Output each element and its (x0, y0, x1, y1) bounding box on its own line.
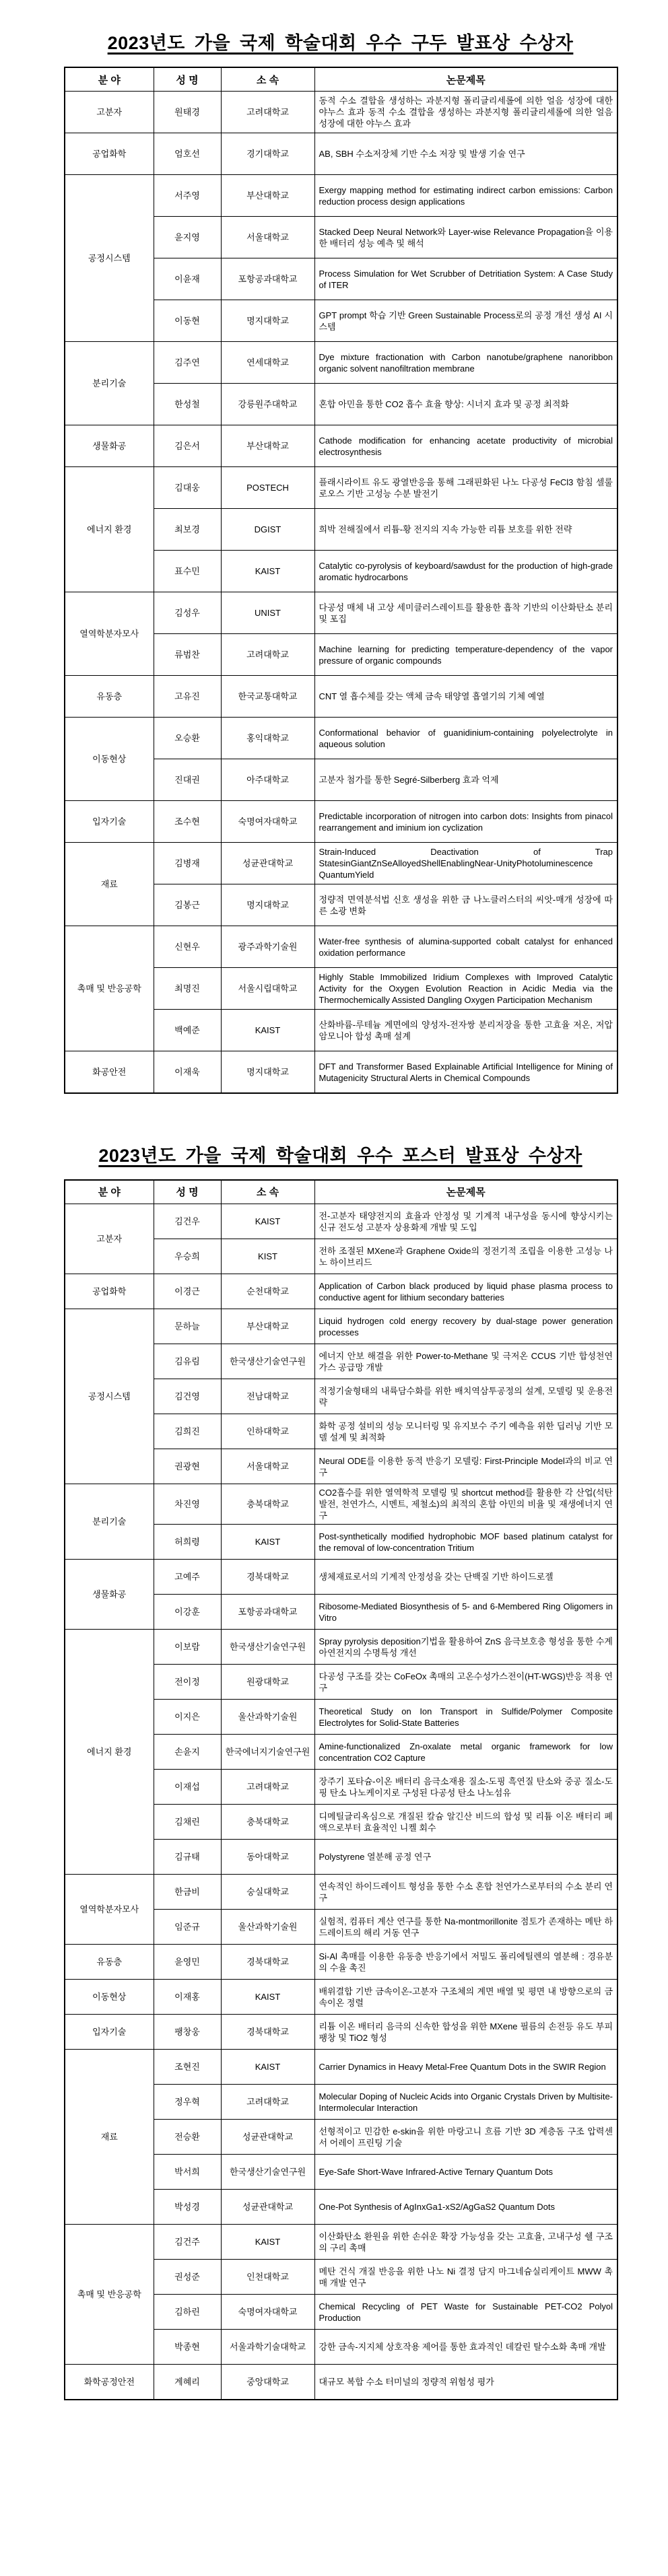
table-row (65, 133, 617, 175)
paper-title-cell: 고분자 첨가를 통한 Segré-Silberberg 효과 억제 (314, 759, 617, 801)
field-cell: 촉매 및 반응공학 (65, 2225, 154, 2365)
table-row (65, 467, 617, 509)
affiliation-cell: UNIST (221, 592, 314, 634)
field-cell: 공정시스템 (65, 1309, 154, 1484)
affiliation-cell: 한국교통대학교 (221, 676, 314, 718)
table-row (65, 1630, 617, 1665)
paper-title-cell: 대규모 복합 수소 터미널의 정량적 위험성 평가 (314, 2365, 617, 2400)
name-cell: 신현우 (154, 926, 221, 968)
name-cell: 박서희 (154, 2155, 221, 2190)
paper-title-cell: Carrier Dynamics in Heavy Metal-Free Quantum Dots in the SWIR Region (314, 2050, 617, 2085)
name-cell: 김건영 (154, 1379, 221, 1414)
field-cell: 분리기술 (65, 1484, 154, 1560)
affiliation-cell: KIST (221, 1239, 314, 1274)
table-row (65, 592, 617, 634)
name-cell: 박종현 (154, 2330, 221, 2365)
name-cell: 김은서 (154, 425, 221, 467)
paper-title-cell: Liquid hydrogen cold energy recovery by dual-stage power generation processes (314, 1309, 617, 1344)
affiliation-cell: 고려대학교 (221, 634, 314, 676)
paper-title-cell: 연속적인 하이드레이트 형성을 통한 수소 혼합 천연가스로부터의 수소 분리 연구 (314, 1875, 617, 1910)
name-cell: 손윤지 (154, 1735, 221, 1770)
affiliation-cell: 한국에너지기술연구원 (221, 1735, 314, 1770)
paper-title-cell: Highly Stable Immobilized Iridium Complexes with Improved Catalytic Activity for the Oxygen Evolution Reaction in Acidic Media via the Thermochemically Assisted Dangling Oxygen Participation Mechanism (314, 968, 617, 1010)
affiliation-cell: 부산대학교 (221, 1309, 314, 1344)
oral-award-title: 2023년도 가을 국제 학술대회 우수 구두 발표상 수상자 (107, 33, 574, 53)
paper-title-cell: Molecular Doping of Nucleic Acids into Organic Crystals Driven by Multisite-Intermolecular Interaction (314, 2085, 617, 2120)
name-cell: 정우혁 (154, 2085, 221, 2120)
name-cell: 임준규 (154, 1910, 221, 1945)
affiliation-cell: 경북대학교 (221, 1945, 314, 1980)
name-cell: 김주연 (154, 342, 221, 384)
table-row (65, 2015, 617, 2050)
column-header-affiliation: 소 속 (221, 67, 314, 92)
table-row (65, 1309, 617, 1344)
header-row (65, 1180, 617, 1204)
affiliation-cell: 연세대학교 (221, 342, 314, 384)
affiliation-cell: 서울과학기술대학교 (221, 2330, 314, 2365)
paper-title-cell: 선형적이고 민감한 e-skin을 위한 마랑고니 흐름 기반 3D 계층돔 구조 압력센서 어레이 프린팅 기술 (314, 2120, 617, 2155)
poster-awards-table (64, 1179, 618, 2400)
name-cell: 전승환 (154, 2120, 221, 2155)
table-row (65, 425, 617, 467)
paper-title-cell: 실험적, 컴퓨터 계산 연구를 통한 Na-montmorillonite 점토가 존재하는 메탄 하드레이트의 해리 거동 연구 (314, 1910, 617, 1945)
paper-title-cell: AB, SBH 수소저장체 기반 수소 저장 및 발생 기술 연구 (314, 133, 617, 175)
name-cell: 한성철 (154, 384, 221, 425)
name-cell: 이윤재 (154, 258, 221, 300)
table-row (65, 2050, 617, 2085)
field-cell: 입자기술 (65, 2015, 154, 2050)
affiliation-cell: KAIST (221, 551, 314, 592)
table-row (65, 843, 617, 884)
affiliation-cell: 부산대학교 (221, 175, 314, 217)
name-cell: 진대권 (154, 759, 221, 801)
poster-award-section (64, 1145, 617, 2400)
table-row (65, 1484, 617, 1525)
paper-title-cell: Theoretical Study on Ion Transport in Sulfide/Polymer Composite Electrolytes for Solid-State Batteries (314, 1700, 617, 1735)
table-row (65, 1980, 617, 2015)
field-cell: 재료 (65, 2050, 154, 2225)
name-cell: 최보경 (154, 509, 221, 551)
paper-title-cell: 강한 금속-지지체 상호작용 제어를 통한 효과적인 데칼린 탈수소화 촉매 개발 (314, 2330, 617, 2365)
table-row (65, 1051, 617, 1093)
affiliation-cell: 숙명여자대학교 (221, 2295, 314, 2330)
poster-awards-table-container (64, 1179, 617, 2400)
table-row (65, 175, 617, 217)
name-cell: 김대웅 (154, 467, 221, 509)
paper-title-cell: 에너지 안보 해결을 위한 Power-to-Methane 및 극저온 CCUS 기반 합성천연가스 공급망 개발 (314, 1344, 617, 1379)
paper-title-cell: Cathode modification for enhancing acetate productivity of microbial electrosynthesis (314, 425, 617, 467)
paper-title-cell: DFT and Transformer Based Explainable Artificial Intelligence for Mining of Mutagenicity Structural Alerts in Chemical Compounds (314, 1051, 617, 1093)
field-cell: 열역학분자모사 (65, 592, 154, 676)
field-cell: 생물화공 (65, 425, 154, 467)
table-row (65, 676, 617, 718)
affiliation-cell: 원광대학교 (221, 1665, 314, 1700)
table-row (65, 1560, 617, 1595)
paper-title-cell: Conformational behavior of guanidinium-containing polyelectrolyte in aqueous solution (314, 718, 617, 759)
table-row (65, 801, 617, 843)
table-row (65, 1875, 617, 1910)
table-row (65, 1945, 617, 1980)
affiliation-cell: 고려대학교 (221, 92, 314, 133)
column-header-paper-title: 논문제목 (314, 1180, 617, 1204)
field-cell: 이동현상 (65, 718, 154, 801)
affiliation-cell: 인천대학교 (221, 2260, 314, 2295)
table-row (65, 342, 617, 384)
affiliation-cell: 포항공과대학교 (221, 258, 314, 300)
paper-title-cell: 디메틸글리옥심으로 개질된 칼슘 알긴산 비드의 합성 및 리튬 이온 배터리 폐액으로부터 효율적인 니켈 회수 (314, 1805, 617, 1840)
name-cell: 김규태 (154, 1840, 221, 1875)
name-cell: 전이정 (154, 1665, 221, 1700)
table-row (65, 926, 617, 968)
paper-title-cell: Catalytic co-pyrolysis of keyboard/sawdust for the production of high-grade aromatic hydrocarbons (314, 551, 617, 592)
paper-title-cell: Polystyrene 열분해 공정 연구 (314, 1840, 617, 1875)
name-cell: 박성경 (154, 2190, 221, 2225)
paper-title-cell: Amine-functionalized Zn-oxalate metal organic framework for low concentration CO2 Capture (314, 1735, 617, 1770)
name-cell: 이재홍 (154, 1980, 221, 2015)
field-cell: 화공안전 (65, 1051, 154, 1093)
affiliation-cell: POSTECH (221, 467, 314, 509)
table-row (65, 1274, 617, 1309)
name-cell: 서주영 (154, 175, 221, 217)
paper-title-cell: GPT prompt 학습 기반 Green Sustainable Process로의 공정 개선 생성 AI 시스템 (314, 300, 617, 342)
table-row (65, 92, 617, 133)
oral-award-section (64, 32, 617, 1094)
affiliation-cell: 한국생산기술연구원 (221, 1630, 314, 1665)
name-cell: 표수민 (154, 551, 221, 592)
name-cell: 계혜리 (154, 2365, 221, 2400)
paper-title-cell: 정량적 면역분석법 신호 생성을 위한 금 나노클러스터의 씨앗-매개 성장에 따른 소광 변화 (314, 884, 617, 926)
name-cell: 최명진 (154, 968, 221, 1010)
affiliation-cell: 서울시립대학교 (221, 968, 314, 1010)
affiliation-cell: 부산대학교 (221, 425, 314, 467)
header-row (65, 67, 617, 92)
paper-title-cell: 이산화탄소 환원을 위한 손쉬운 확장 가능성을 갖는 고효율, 고내구성 쉘 구조의 구리 촉매 (314, 2225, 617, 2260)
name-cell: 윤영민 (154, 1945, 221, 1980)
field-cell: 열역학분자모사 (65, 1875, 154, 1945)
affiliation-cell: 강릉원주대학교 (221, 384, 314, 425)
affiliation-cell: 숙명여자대학교 (221, 801, 314, 843)
field-cell: 생물화공 (65, 1560, 154, 1630)
paper-title-cell: Chemical Recycling of PET Waste for Sustainable PET-CO2 Polyol Production (314, 2295, 617, 2330)
field-cell: 입자기술 (65, 801, 154, 843)
field-cell: 공업화학 (65, 133, 154, 175)
affiliation-cell: 인하대학교 (221, 1414, 314, 1449)
name-cell: 고유진 (154, 676, 221, 718)
name-cell: 조현진 (154, 2050, 221, 2085)
paper-title-cell: Strain-Induced Deactivation of Trap StatesinGiantZnSeAlloyedShellEnablingNear-UnityPhotoluminescence QuantumYield (314, 843, 617, 884)
affiliation-cell: KAIST (221, 2225, 314, 2260)
paper-title-cell: 장주기 포타슘-이온 배터리 음극소재용 질소-도핑 흑연질 탄소와 중공 질소-도핑 탄소 나노케이지로 구성된 다공성 탄소 나노섬유 (314, 1770, 617, 1805)
paper-title-cell: Application of Carbon black produced by liquid phase plasma process to conductive agent for lithium secondary batteries (314, 1274, 617, 1309)
name-cell: 이재욱 (154, 1051, 221, 1093)
affiliation-cell: 중앙대학교 (221, 2365, 314, 2400)
paper-title-cell: 다공성 구조를 갖는 CoFeOx 촉매의 고온수성가스전이(HT-WGS)반응 적용 연구 (314, 1665, 617, 1700)
affiliation-cell: 광주과학기술원 (221, 926, 314, 968)
paper-title-cell: Spray pyrolysis deposition기법을 활용하여 ZnS 음극보호층 형성을 통한 수계아연전지의 수명특성 개선 (314, 1630, 617, 1665)
field-cell: 에너지 환경 (65, 467, 154, 592)
field-cell: 촉매 및 반응공학 (65, 926, 154, 1051)
name-cell: 허희령 (154, 1525, 221, 1560)
paper-title-cell: Post-synthetically modified hydrophobic MOF based platinum catalyst for the removal of low-concentration Tritium (314, 1525, 617, 1560)
affiliation-cell: 홍익대학교 (221, 718, 314, 759)
column-header-field: 분 야 (65, 1180, 154, 1204)
name-cell: 김건주 (154, 2225, 221, 2260)
column-header-affiliation: 소 속 (221, 1180, 314, 1204)
affiliation-cell: 고려대학교 (221, 1770, 314, 1805)
name-cell: 김봉근 (154, 884, 221, 926)
name-cell: 이동현 (154, 300, 221, 342)
name-cell: 김채린 (154, 1805, 221, 1840)
paper-title-cell: 혼합 아민을 통한 CO2 흡수 효율 향상: 시너지 효과 및 공정 최적화 (314, 384, 617, 425)
paper-title-cell: Eye-Safe Short-Wave Infrared-Active Ternary Quantum Dots (314, 2155, 617, 2190)
paper-title-cell: 희박 전해질에서 리튬-황 전지의 지속 가능한 리튬 보호를 위한 전략 (314, 509, 617, 551)
name-cell: 문하늘 (154, 1309, 221, 1344)
name-cell: 오승환 (154, 718, 221, 759)
paper-title-cell: CNT 열 흡수체를 갖는 액체 금속 태양열 흡열기의 기체 예열 (314, 676, 617, 718)
affiliation-cell: 충북대학교 (221, 1805, 314, 1840)
name-cell: 김건우 (154, 1204, 221, 1239)
paper-title-cell: Si-Al 촉매를 이용한 유동층 반응기에서 저밀도 폴리에틸렌의 열분해 : 경유분의 수율 촉진 (314, 1945, 617, 1980)
affiliation-cell: 울산과학기술원 (221, 1700, 314, 1735)
name-cell: 김희진 (154, 1414, 221, 1449)
affiliation-cell: 순천대학교 (221, 1274, 314, 1309)
paper-title-cell: Neural ODE를 이용한 동적 반응기 모델링: First-Principle Model과의 비교 연구 (314, 1449, 617, 1484)
table-row (65, 2225, 617, 2260)
affiliation-cell: 서울대학교 (221, 217, 314, 258)
paper-title-cell: 적정기술형태의 내륙담수화를 위한 배치역삼투공정의 설계, 모델링 및 운용전략 (314, 1379, 617, 1414)
field-cell: 유동층 (65, 676, 154, 718)
paper-title-cell: 화학 공정 설비의 성능 모니터링 및 유지보수 주기 예측을 위한 딥러닝 기반 모델 설계 및 최적화 (314, 1414, 617, 1449)
oral-awards-table-container (64, 67, 617, 1094)
paper-title-cell: Machine learning for predicting temperature-dependency of the vapor pressure of organic compounds (314, 634, 617, 676)
field-cell: 에너지 환경 (65, 1630, 154, 1875)
name-cell: 차진영 (154, 1484, 221, 1525)
paper-title-cell: 동적 수소 결합을 생성하는 과분지형 폴리글리세롤에 의한 얼음 성장에 대한 야누스 효과 동적 수소 결합을 생성하는 과분지형 폴리글리세롤에 의한 얼음 성장에 대한 야누스 효과 (314, 92, 617, 133)
column-header-paper-title: 논문제목 (314, 67, 617, 92)
column-header-name: 성 명 (154, 67, 221, 92)
affiliation-cell: KAIST (221, 1204, 314, 1239)
paper-title-cell: Water-free synthesis of alumina-supported cobalt catalyst for enhanced oxidation performance (314, 926, 617, 968)
affiliation-cell: 성균관대학교 (221, 2190, 314, 2225)
paper-title-cell: Ribosome-Mediated Biosynthesis of 5- and 6-Membered Ring Oligomers in Vitro (314, 1595, 617, 1630)
paper-title-cell: Exergy mapping method for estimating indirect carbon emissions: Carbon reduction process design applications (314, 175, 617, 217)
paper-title-cell: 메탄 건식 개질 반응을 위한 나노 Ni 결정 담지 마그네슘실리케이트 MWW 촉매 개발 연구 (314, 2260, 617, 2295)
name-cell: 이경근 (154, 1274, 221, 1309)
paper-title-cell: 리튬 이온 배터리 음극의 신속한 합성을 위한 MXene 필름의 손전등 유도 부피 팽창 및 TiO2 형성 (314, 2015, 617, 2050)
affiliation-cell: 한국생산기술연구원 (221, 2155, 314, 2190)
paper-title-cell: Stacked Deep Neural Network와 Layer-wise Relevance Propagation을 이용한 배터리 성능 예측 및 해석 (314, 217, 617, 258)
paper-title-cell: Dye mixture fractionation with Carbon nanotube/graphene nanoribbon organic solvent nanofiltration membrane (314, 342, 617, 384)
name-cell: 이지은 (154, 1700, 221, 1735)
paper-title-cell: 전하 조절된 MXene과 Graphene Oxide의 정전기적 조립을 이용한 고성능 나노 하이브리드 (314, 1239, 617, 1274)
name-cell: 우승희 (154, 1239, 221, 1274)
name-cell: 이강훈 (154, 1595, 221, 1630)
name-cell: 김유림 (154, 1344, 221, 1379)
name-cell: 이보람 (154, 1630, 221, 1665)
name-cell: 백예준 (154, 1010, 221, 1051)
name-cell: 조수현 (154, 801, 221, 843)
table-row (65, 2365, 617, 2400)
affiliation-cell: 명지대학교 (221, 300, 314, 342)
affiliation-cell: KAIST (221, 1980, 314, 2015)
table-row (65, 718, 617, 759)
column-header-field: 분 야 (65, 67, 154, 92)
affiliation-cell: 고려대학교 (221, 2085, 314, 2120)
affiliation-cell: KAIST (221, 2050, 314, 2085)
paper-title-cell: 다공성 매체 내 고상 세미클러스레이트를 활용한 흡착 기반의 이산화탄소 분리 및 포집 (314, 592, 617, 634)
name-cell: 한금비 (154, 1875, 221, 1910)
name-cell: 이재섭 (154, 1770, 221, 1805)
field-cell: 분리기술 (65, 342, 154, 425)
affiliation-cell: 포항공과대학교 (221, 1595, 314, 1630)
paper-title-cell: 생체재료로서의 기계적 안정성을 갖는 단백질 기반 하이드로젤 (314, 1560, 617, 1595)
poster-award-title: 2023년도 가을 국제 학술대회 우수 포스터 발표상 수상자 (98, 1145, 582, 1166)
table-row (65, 1204, 617, 1239)
affiliation-cell: 성균관대학교 (221, 843, 314, 884)
name-cell: 팽창웅 (154, 2015, 221, 2050)
affiliation-cell: 성균관대학교 (221, 2120, 314, 2155)
affiliation-cell: 아주대학교 (221, 759, 314, 801)
affiliation-cell: DGIST (221, 509, 314, 551)
affiliation-cell: 전남대학교 (221, 1379, 314, 1414)
paper-title-cell: One-Pot Synthesis of AgInxGa1-xS2/AgGaS2 Quantum Dots (314, 2190, 617, 2225)
affiliation-cell: 명지대학교 (221, 1051, 314, 1093)
affiliation-cell: 충북대학교 (221, 1484, 314, 1525)
field-cell: 화학공정안전 (65, 2365, 154, 2400)
paper-title-cell: 전-고분자 태양전지의 효율과 안정성 및 기계적 내구성을 동시에 향상시키는 신규 전도성 고분자 상용화제 개발 및 도입 (314, 1204, 617, 1239)
affiliation-cell: 동아대학교 (221, 1840, 314, 1875)
affiliation-cell: KAIST (221, 1010, 314, 1051)
field-cell: 유동층 (65, 1945, 154, 1980)
column-header-name: 성 명 (154, 1180, 221, 1204)
name-cell: 김성우 (154, 592, 221, 634)
name-cell: 고예주 (154, 1560, 221, 1595)
affiliation-cell: 경기대학교 (221, 133, 314, 175)
affiliation-cell: 경북대학교 (221, 1560, 314, 1595)
name-cell: 원태경 (154, 92, 221, 133)
affiliation-cell: 숭실대학교 (221, 1875, 314, 1910)
paper-title-cell: 플래시라이트 유도 광열반응을 통해 그래핀화된 나노 다공성 FeCl3 함침 셀룰로오스 기반 고성능 수분 발전기 (314, 467, 617, 509)
paper-title-cell: Predictable incorporation of nitrogen into carbon dots: Insights from pinacol rearrangement and iminium ion cyclization (314, 801, 617, 843)
affiliation-cell: 명지대학교 (221, 884, 314, 926)
paper-title-cell: CO2흡수를 위한 열역학적 모델링 및 shortcut method를 활용한 각 산업(석탄발전, 천연가스, 시멘트, 제철소)의 최적의 혼합 아민의 비율 및 재생에너지 연구 (314, 1484, 617, 1525)
oral-awards-table (64, 67, 618, 1094)
name-cell: 김하린 (154, 2295, 221, 2330)
field-cell: 공업화학 (65, 1274, 154, 1309)
affiliation-cell: 울산과학기술원 (221, 1910, 314, 1945)
affiliation-cell: 경북대학교 (221, 2015, 314, 2050)
name-cell: 권광현 (154, 1449, 221, 1484)
field-cell: 공정시스템 (65, 175, 154, 342)
name-cell: 김병재 (154, 843, 221, 884)
paper-title-cell: Process Simulation for Wet Scrubber of Detritiation System: A Case Study of ITER (314, 258, 617, 300)
field-cell: 재료 (65, 843, 154, 926)
paper-title-cell: 산화바륨-루테늄 계면에의 양성자-전자쌍 분리저장을 통한 고효율 저온, 저압 암모니아 합성 촉매 설계 (314, 1010, 617, 1051)
name-cell: 권성준 (154, 2260, 221, 2295)
field-cell: 고분자 (65, 1204, 154, 1274)
field-cell: 이동현상 (65, 1980, 154, 2015)
name-cell: 윤지영 (154, 217, 221, 258)
name-cell: 류범찬 (154, 634, 221, 676)
affiliation-cell: 서울대학교 (221, 1449, 314, 1484)
affiliation-cell: 한국생산기술연구원 (221, 1344, 314, 1379)
affiliation-cell: KAIST (221, 1525, 314, 1560)
paper-title-cell: 배위결합 기반 금속이온-고분자 구조체의 계면 배열 및 평면 내 방향으로의 금속이온 정렬 (314, 1980, 617, 2015)
name-cell: 엄호선 (154, 133, 221, 175)
field-cell: 고분자 (65, 92, 154, 133)
